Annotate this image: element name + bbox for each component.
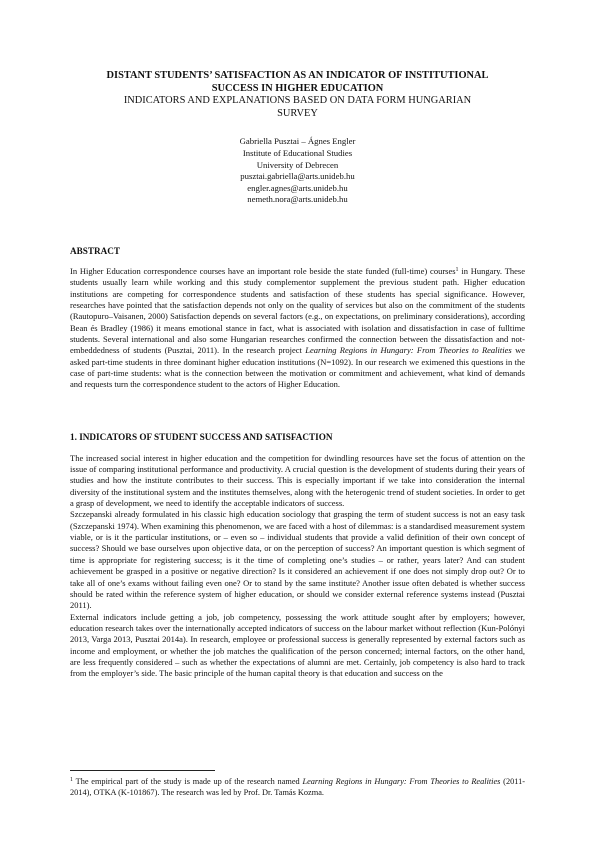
abstract-text [70,266,525,391]
author-names: Gabriella Pusztai – Ágnes Engler [239,136,356,147]
author-block [70,136,525,206]
section-paragraph: Szczepanski already formulated in his classic high education sociology that grasping the term of student success is not an easy task (Szczepanski 1974). When examining this phenomenon, we are faced with a host of dilemmas: is a standardised measurement system viable, or is it the particular institutions, or – even so – individual students that provide a valid definition of their own concept of success? Should we base ourselves upon objective data, or on the perception of success? An important question is which segment of time is appropriate for registering success; is it the time of completing one’s studies – or rather, years later? And can student achievement be grasped in a positive or negative direction? Is it considered an achievement if one does not simply drop out? Or to take all of one’s exams without failing even one? Or to stand by the same institute? Another issue often debated is whether success should be rated within the reference system of higher education, or should we consider external reference systems instead (Pusztai 2011). [70,509,525,611]
author-email[interactable]: pusztai.gabriella@arts.unideb.hu [240,171,355,182]
author-email[interactable]: engler.agnes@arts.unideb.hu [247,182,348,193]
section-heading: 1. INDICATORS OF STUDENT SUCCESS AND SATISFACTION [70,431,333,442]
footnote-reference[interactable]: 1 [455,266,459,273]
footnote-text-part-2: (2011-2014), OTKA (K-101867). The research was led by Prof. Dr. Tamás Kozma. [70,777,525,798]
section-paragraph: The increased social interest in higher education and the competition for dwindling resources have set the focus of attention on the issue of comparing institutional performance and productivity. A crucial question is the development of students during their years of studies and how the institute contributes to their success. This is especially important if we take into consideration the internal diversity of the institutional system and the institutes themselves, along with the heterogenic trend of student societies. In order to get a grasp of development, we need to identify the acceptable indicators of success. [70,452,525,509]
footnote [70,776,525,799]
paper-title [70,70,525,95]
abstract-text-part-2: in Hungary. These students usually learn while working and this study complementor supplement the previous student path. Higher education institutions are competing for correspondence students and satisfaction of these students has special significance. However, researches have pointed that the satisfaction depends not only on the quality of services but also on the commitment of the students (Rautopuro–Vaisanen, 2000) Satisfaction depends on several factors (e.g., on expectations, on preliminary considerations), according Bean és Bradley (1986) it means emotional stance in fact, what is associated with isolation and dissatisfaction in case of fulltime students. Several international and also some Hungarian researches confirmed the connection between the dissatisfaction and not-embeddedness of students (Pusztai, 2011). In the research project [70,265,525,356]
footnote-project-title: Learning Regions in Hungary: From Theories to Realities [302,777,501,786]
author-email[interactable]: nemeth.nora@arts.unideb.hu [247,194,348,205]
paper-page [70,0,525,680]
author-university: University of Debrecen [256,159,339,170]
abstract-text-part-1: In Higher Education correspondence courses have an important role beside the state funded (full-time) courses [70,265,456,276]
paper-subtitle [70,95,525,120]
subtitle-line-1: INDICATORS AND EXPLANATIONS BASED ON DATA FORM HUNGARIAN [123,95,472,107]
abstract-heading: ABSTRACT [70,245,121,256]
subtitle-line-2: SURVEY [277,107,318,119]
title-line-2: SUCCESS IN HIGHER EDUCATION [211,82,384,94]
footnote-mark: 1 [70,777,73,783]
footnote-text-part-1: The empirical part of the study is made up of the research named [73,777,303,786]
section-paragraph: External indicators include getting a job, job competency, possessing the work attitude sought after by employers; however, education research takes over the internationally accepted indicators of success on the labour market without reflection (Kun-Polónyi 2013, Varga 2013, Pusztai 2014a). In research, employee or professional success is generally represented by external factors such as income and employment, or whether the job matches the qualification of the person concerned; internal factors, on the other hand, are less frequently considered – such as whether the expectations of alumni are met. Certainly, job competency is also hard to track from the employer’s side. The basic principle of the human capital theory is that education and success on the [70,611,525,679]
footnote-divider [70,770,215,771]
title-line-1: DISTANT STUDENTS’ SATISFACTION AS AN INDICATOR OF INSTITUTIONAL [106,70,489,81]
author-institute: Institute of Educational Studies [242,147,353,158]
project-title: Learning Regions in Hungary: From Theories to Realities [305,345,512,356]
abstract-text-part-3: we asked part-time students in three dominant higher education institutions (N=1092). In our research we eximened this questions in the case of part-time students: what is the connection between the motivation or commitment and achievement, what kind of demands and requests turn the correspondence student to the actors of Higher Education. [70,345,525,390]
